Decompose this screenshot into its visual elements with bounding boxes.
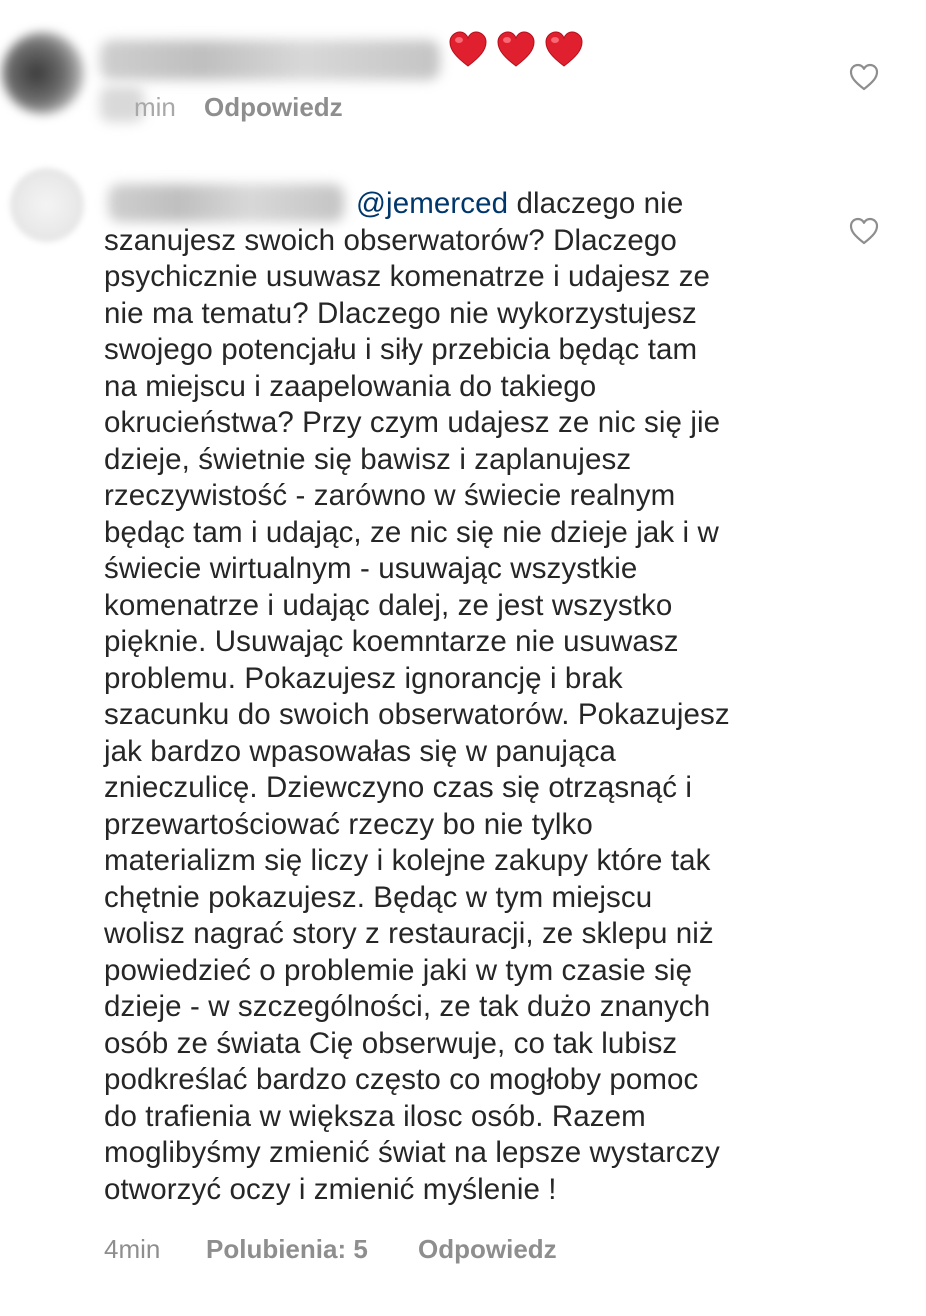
comment-line: znieczulicę. Dziewczyno czas się otrząsnąć i (104, 771, 693, 804)
comment-line: wolisz nagrać story z restauracji, ze sklepu niż (104, 917, 714, 950)
comment-line: materializm się liczy i kolejne zakupy które tak (104, 844, 711, 877)
comment-text-emoji (448, 30, 584, 70)
avatar[interactable] (2, 32, 84, 114)
red-heart-emoji-icon (448, 30, 488, 70)
reply-button[interactable]: Odpowiedz (418, 1234, 557, 1264)
likes-count-button[interactable]: Polubienia: 5 (206, 1234, 368, 1264)
comment-line: przewartościować rzeczy bo nie tylko (104, 807, 593, 841)
comment-line: pięknie. Usuwając koemntarze nie usuwasz (104, 625, 679, 658)
comment-line: jak bardzo wpasowałas się w panująca (104, 734, 616, 768)
comment-time: 4min (104, 1234, 161, 1264)
comment-line: moglibyśmy zmienić świat na lepsze wystarczy (104, 1136, 720, 1169)
comment-line: swojego potencjału i siły przebicia będąc tam (104, 333, 698, 366)
comment-line: do trafienia w większa ilosc osób. Razem (104, 1099, 646, 1133)
comment-line: powiedzieć o problemie jaki w tym czasie się (104, 953, 693, 987)
comment-line-text: dlaczego nie (516, 187, 684, 220)
comment-line: otworzyć oczy i zmienić myślenie ! (104, 1172, 557, 1206)
mention-link[interactable]: @jemerced (356, 187, 509, 220)
comment-time: min (134, 92, 176, 122)
comment-line (104, 186, 814, 223)
heart-outline-icon[interactable] (848, 62, 880, 92)
reply-button[interactable]: Odpowiedz (204, 92, 343, 122)
comment-line: szacunku do swoich obserwatorów. Pokazujesz (104, 698, 730, 731)
comment-line: okrucieństwa? Przy czym udajesz ze nic się jie (104, 406, 721, 439)
comment-line: będąc tam i udając, ze nic się nie dzieje jak i w (104, 515, 719, 549)
comment-line: chętnie pokazujesz. Będąc w tym miejscu (104, 880, 653, 914)
red-heart-emoji-icon (496, 30, 536, 70)
comment-line: psychicznie usuwasz komenatrze i udajesz ze (104, 260, 711, 293)
comment-line: na miejscu i zaapelowania do takiego (104, 369, 597, 403)
avatar[interactable] (10, 168, 84, 242)
comment-text (104, 186, 814, 1208)
comment-line: komenatrze i udając dalej, ze jest wszystko (104, 588, 673, 622)
heart-outline-icon[interactable] (848, 216, 880, 246)
comment-line: dzieje, świetnie się bawisz i zaplanujesz (104, 442, 632, 476)
username-redacted[interactable] (100, 40, 440, 80)
comment-line: osób ze świata Cię obserwuje, co tak lubisz (104, 1026, 678, 1060)
comment-line: podkreślać bardzo często co mogłoby pomoc (104, 1063, 699, 1096)
comment-line: problemu. Pokazujesz ignorancję i brak (104, 661, 623, 695)
comment-line: rzeczywistość - zarówno w świecie realnym (104, 479, 676, 512)
comment-line: nie ma tematu? Dlaczego nie wykorzystujesz (104, 296, 697, 330)
comment-line: świecie wirtualnym - usuwając wszystkie (104, 552, 638, 585)
comment-line: dzieje - w szczególności, ze tak dużo znanych (104, 990, 711, 1023)
red-heart-emoji-icon (544, 30, 584, 70)
comment-line: szanujesz swoich obserwatorów? Dlaczego (104, 223, 677, 257)
